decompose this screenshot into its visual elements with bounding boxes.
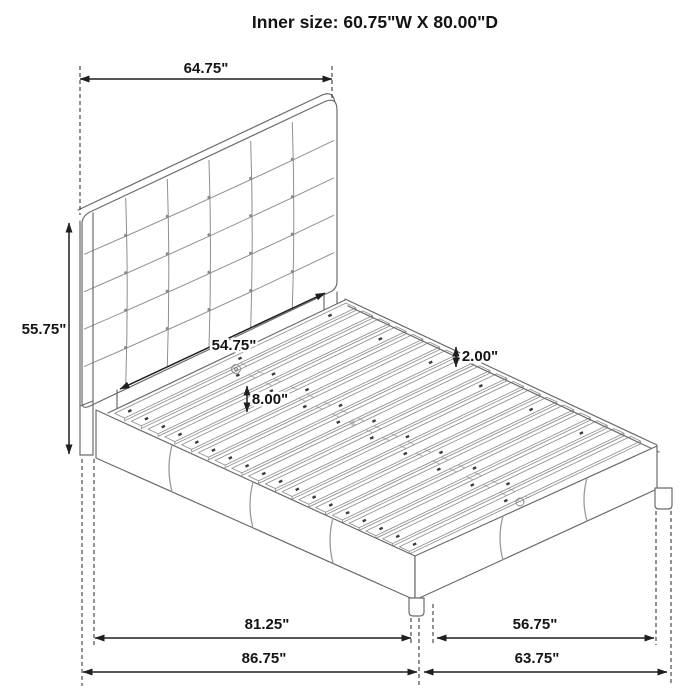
- tuft-button: [249, 214, 252, 217]
- tuft-button: [291, 195, 294, 198]
- tuft-button: [166, 252, 169, 255]
- tuft-button: [207, 233, 210, 236]
- tuft-button: [249, 252, 252, 255]
- tuft-button: [124, 234, 127, 237]
- dimension-label: 55.75": [21, 321, 67, 338]
- dimension-headboard-width: [80, 60, 332, 79]
- dimension-label: 8.00": [251, 391, 289, 408]
- dimension-label: 54.75": [211, 337, 257, 354]
- front-corner-leg: [409, 598, 424, 616]
- dimension-side-rail-inner-length: [95, 616, 411, 638]
- dimension-headboard-height: [22, 223, 69, 454]
- page-title: Inner size: 60.75"W X 80.00"D: [251, 12, 499, 32]
- dimension-label: 56.75": [512, 616, 558, 633]
- dimension-overall-length: [83, 650, 417, 672]
- tuft-button: [124, 346, 127, 349]
- dimension-label: 86.75": [241, 650, 287, 667]
- tuft-button: [291, 270, 294, 273]
- tuft-button: [291, 233, 294, 236]
- tuft-button: [166, 215, 169, 218]
- tuft-button: [207, 308, 210, 311]
- tuft-button: [124, 309, 127, 312]
- dimension-label: 81.25": [244, 616, 290, 633]
- tuft-button: [207, 271, 210, 274]
- dimension-label: 63.75": [514, 650, 560, 667]
- tuft-button: [207, 196, 210, 199]
- dimension-slat-height: [456, 347, 498, 367]
- tuft-button: [166, 327, 169, 330]
- tuft-button: [249, 177, 252, 180]
- dimension-label: 64.75": [183, 60, 229, 77]
- right-corner-leg: [655, 488, 672, 509]
- tuft-button: [124, 271, 127, 274]
- dimension-overall-width: [424, 650, 667, 672]
- dimension-footboard-inner-width: [437, 616, 654, 638]
- tuft-button: [166, 290, 169, 293]
- dimension-label: 2.00": [461, 348, 499, 365]
- tuft-button: [249, 289, 252, 292]
- tuft-button: [291, 158, 294, 161]
